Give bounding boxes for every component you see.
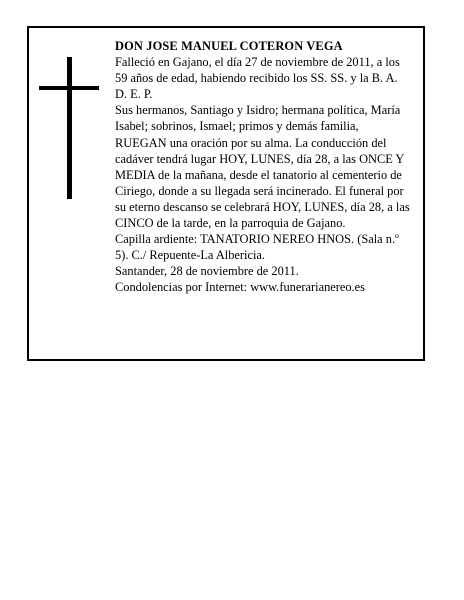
chapel-info: Capilla ardiente: TANATORIO NEREO HNOS. (Sala n.º 5). C./ Repuente-La Albericia. <box>115 232 399 263</box>
death-announcement: Falleció en Gajano, el día 27 de noviembre de 2011, a los 59 años de edad, habiendo recibido los SS. SS. y la B. A. <box>115 55 400 86</box>
deceased-name: DON JOSE MANUEL COTERON VEGA <box>115 39 343 53</box>
cross-horizontal-bar <box>39 86 99 90</box>
place-and-date: Santander, 28 de noviembre de 2011. <box>115 264 299 279</box>
obituary-text <box>115 38 412 296</box>
obituary-notice <box>27 26 425 361</box>
rip-line: D. E. P. <box>115 87 153 102</box>
family-and-funeral-details: Sus hermanos, Santiago y Isidro; hermana política, María Isabel; sobrinos, Ismael; primos y demás familia, RUEGAN una oración por su alma. La conducción del cadáver tendrá lugar HOY, LUNES, día 28, a las ONCE Y MEDIA de la mañana, desde el tanatorio al cementerio de Ciriego, donde a su llegada será incinerado. El funeral por su eterno descanso se celebrará HOY, LUNES, día 28, a las CINCO de la tarde, en la parroquia de Gajano. <box>115 103 410 231</box>
cross-vertical-bar <box>67 57 72 199</box>
online-condolences: Condolencias por Internet: www.funerarianereo.es <box>115 280 366 295</box>
